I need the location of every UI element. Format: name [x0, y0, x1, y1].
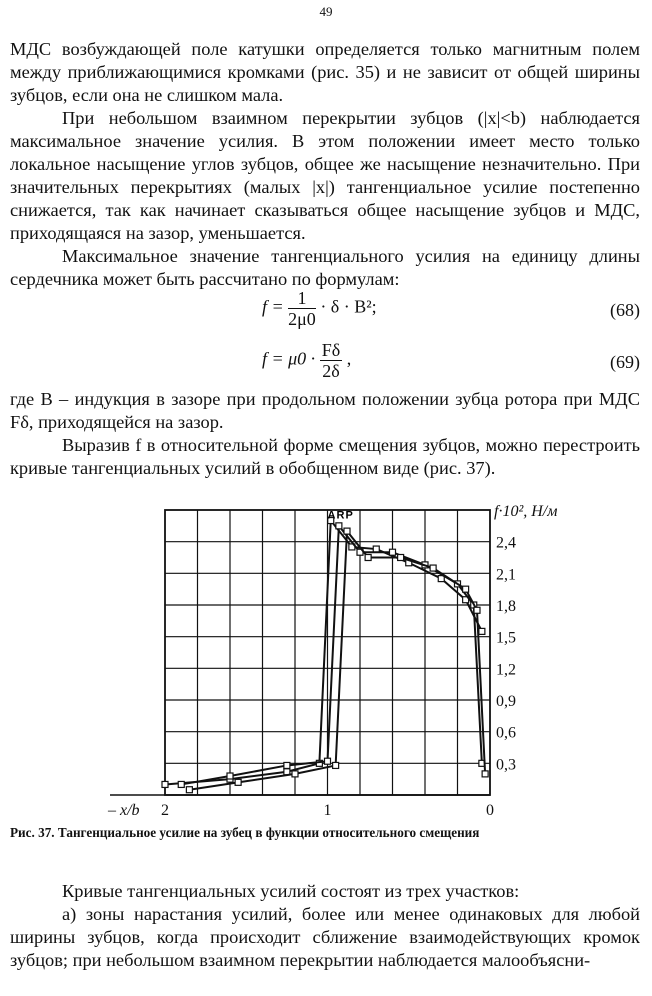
x-tick-label: 1	[323, 802, 332, 819]
paragraph-1-text: МДС возбуждающей поле катушки определяется только магнитным полем между приближающимися кромками (рис. 35) и не зависит от общей ширины зубцов, если она не слишком мала.	[10, 39, 640, 105]
y-tick-label: 2,4	[496, 534, 516, 552]
page-number: 49	[319, 4, 333, 19]
paragraph-6-text: Кривые тангенциальных усилий состоят из трех участков:	[62, 881, 520, 901]
paragraph-7-text: а) зоны нарастания усилий, более или менее одинаковых для любой ширины зубцов, когда происходит сближение взаимодействующих кромок зубцов; при небольшом взаимном перекрытии наблюдается малообъясни-	[10, 904, 640, 970]
formula-69-den: 2δ	[322, 361, 340, 381]
formula-69-number: (69)	[610, 352, 640, 372]
series-point	[430, 565, 436, 571]
formula-69-lhs: f = μ0 ·	[262, 348, 316, 369]
formula-68-lhs: f =	[262, 296, 284, 317]
series-point	[333, 762, 339, 768]
series-line-1	[165, 521, 482, 785]
series-point	[292, 771, 298, 777]
chart-annotation: A	[327, 509, 336, 522]
series-point	[390, 549, 396, 555]
paragraph-5-text: Выразив f в относительной форме смещения зубцов, можно перестроить кривые тангенциальных усилий в обобщенном виде (рис. 37).	[10, 435, 640, 478]
figure-caption: Рис. 37. Тангенциальное усилие на зубец в функции относительного смещения	[10, 825, 480, 840]
paragraph-4-text: где B – индукция в зазоре при продольном положении зубца ротора при МДС Fδ, приходящейся на зазор.	[10, 389, 640, 432]
formula-69-num: Fδ	[321, 340, 341, 360]
y-tick-label: 1,2	[496, 661, 516, 679]
series-point	[344, 528, 350, 534]
y-tick-label: 1,8	[496, 598, 516, 615]
series-point	[398, 555, 404, 561]
formula-68-number: (68)	[610, 300, 640, 320]
series-point	[479, 628, 485, 634]
series-point	[284, 762, 290, 768]
formula-68	[262, 288, 377, 329]
x-tick-label: 0	[486, 802, 494, 819]
paragraph-4	[10, 388, 640, 480]
figure-37-chart	[0, 495, 652, 825]
paragraph-2-text: При небольшом взаимном перекрытии зубцов (|x|<b) наблюдается максимальное значение усилия. В этом положении имеет место только локальное насыщение углов зубцов, общее же насыщение незначительно. При значительных перекрытиях (малых |x|) тангенциальное усилие постепенно снижается, так как начинает сказываться общее насыщение зубцов и МДС, приходящаяся на зазор, уменьшается.	[10, 108, 640, 243]
series-point	[373, 546, 379, 552]
y-tick-label: 0,6	[496, 724, 516, 742]
formula-69	[262, 340, 351, 381]
series-point	[325, 758, 331, 764]
y-tick-label: 0,3	[496, 756, 516, 774]
series-point	[336, 523, 342, 529]
series-point	[463, 586, 469, 592]
series-point	[482, 771, 488, 777]
series-point	[186, 787, 192, 793]
paragraph-3-text: Максимальное значение тангенциального усилия на единицу длины сердечника может быть рассчитано по формулам:	[10, 246, 640, 289]
series-point	[162, 781, 168, 787]
y-tick-label: 0,9	[496, 693, 516, 710]
series-point	[178, 781, 184, 787]
paragraph-6	[10, 880, 640, 972]
y-tick-label: 1,5	[496, 629, 516, 647]
series-point	[235, 779, 241, 785]
series-point	[474, 607, 480, 613]
x-tick-label: 2	[161, 802, 169, 819]
paragraph-1	[10, 38, 640, 291]
formula-68-num: 1	[288, 288, 316, 309]
series-point	[227, 773, 233, 779]
series-line-2	[181, 526, 482, 785]
formula-68-rhs: · δ · B²;	[320, 296, 377, 317]
formula-69-rhs: ,	[346, 348, 352, 369]
y-axis-label: f·10², Н/м	[494, 503, 558, 520]
y-tick-label: 2,1	[496, 566, 516, 584]
formula-68-den: 2μ0	[288, 309, 316, 329]
chart-annotation: R	[336, 509, 345, 522]
x-axis-label: – x/b	[108, 802, 140, 819]
chart-annotation: P	[345, 509, 353, 522]
series-point	[365, 555, 371, 561]
